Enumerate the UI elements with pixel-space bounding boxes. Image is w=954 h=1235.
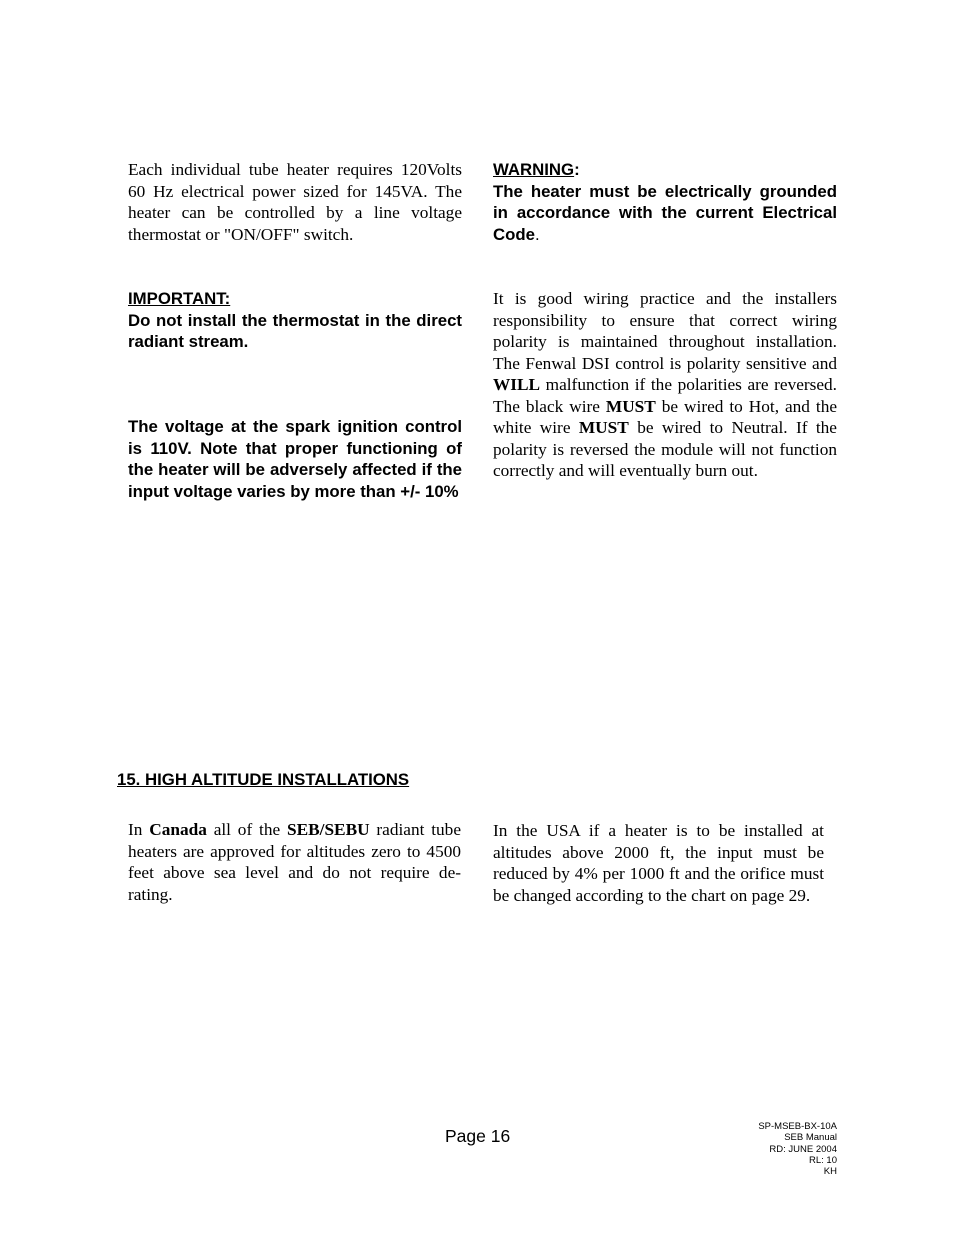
wiring-text-3: be wired to Hot, and the white wire xyxy=(493,396,837,437)
wiring-must-1: MUST xyxy=(605,396,656,416)
wiring-text-4: be wired to Neutral. If the polarity is reversed the module will not function correctly and will eventually burn out. xyxy=(493,418,837,480)
document-info xyxy=(758,1121,837,1177)
page-number: Page 16 xyxy=(445,1126,511,1146)
canada-altitude-paragraph xyxy=(128,819,461,905)
important-heading: IMPORTANT: xyxy=(128,289,231,308)
wiring-will: WILL xyxy=(493,375,541,394)
warning-heading: WARNING xyxy=(493,160,575,179)
important-line-1: Do not install the thermostat in the direct xyxy=(128,310,462,330)
canada-word: Canada xyxy=(149,820,207,839)
wiring-polarity-paragraph xyxy=(493,288,837,482)
wiring-must-2: MUST xyxy=(578,418,629,437)
warning-notice xyxy=(493,159,837,245)
power-requirements-paragraph: Each individual tube heater requires 120Volts 60 Hz electrical power sized for 145VA. The heater can be controlled by a line voltage thermostat or "ON/OFF" switch. xyxy=(128,160,462,244)
doc-initials: KH xyxy=(823,1166,837,1178)
section-title-high-altitude: 15. HIGH ALTITUDE INSTALLATIONS xyxy=(117,770,410,789)
canada-text-3: radiant tube heaters are approved for altitudes zero to 4500 feet above sea level and do not require de-rating. xyxy=(128,820,461,904)
voltage-note: The voltage at the spark ignition control is 110V. Note that proper functioning of the heater will be adversely affected if the input voltage varies by more than +/- 10% xyxy=(128,417,462,501)
wiring-text-1: It is good wiring practice and the installers responsibility to ensure that correct wiring polarity is maintained throughout installation. The Fenwal DSI control is polarity sensitive and xyxy=(493,289,837,373)
canada-text-2: all of the xyxy=(206,820,287,839)
important-line-2: radiant stream. xyxy=(128,332,249,351)
warning-period: . xyxy=(534,224,540,244)
doc-rd: RD: JUNE 2004 xyxy=(769,1143,837,1155)
doc-manual: SEB Manual xyxy=(784,1132,837,1144)
model-names: SEB/SEBU xyxy=(286,820,370,839)
important-notice xyxy=(128,288,462,353)
doc-code: SP-MSEB-BX-10A xyxy=(758,1121,837,1132)
warning-text: The heater must be electrically grounded in accordance with the current Electrical Code xyxy=(493,181,837,244)
wiring-text-2: malfunction if the polarities are reversed. The black wire xyxy=(493,375,837,416)
warning-colon: : xyxy=(574,160,580,179)
usa-altitude-paragraph: In the USA if a heater is to be installed at altitudes above 2000 ft, the input must be reduced by 4% per 1000 ft and the orifice must be changed according to the chart on page 29. xyxy=(493,821,824,905)
doc-rl: RL: 10 xyxy=(809,1154,837,1166)
canada-text-1: In xyxy=(128,820,150,839)
